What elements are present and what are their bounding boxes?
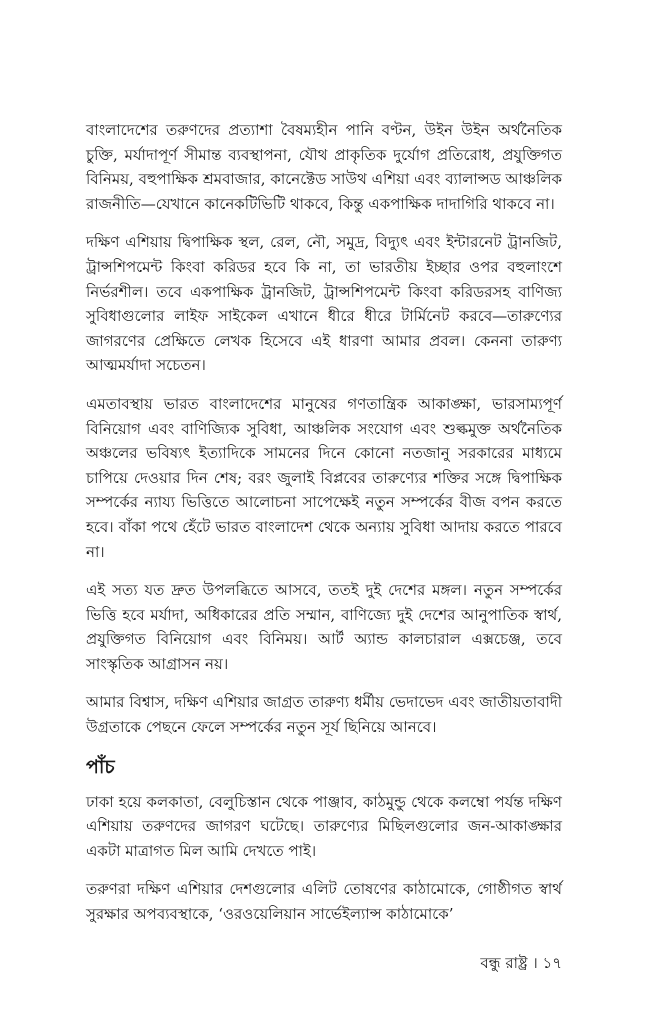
paragraph-7: তরুণরা দক্ষিণ এশিয়ার দেশগুলোর এলিট তোষণের কাঠামোকে, গোষ্ঠীগত স্বার্থ সুরক্ষার অপব্যবস্থাকে, ‘ওরওয়েলিয়ান সার্ভেইল্যান্স কাঠামোকে’	[86, 880, 562, 924]
footer-book-title: বন্ধু রাষ্ট্র	[480, 954, 528, 972]
page-footer	[480, 952, 562, 974]
paragraph-6: ঢাকা হয়ে কলকাতা, বেলুচিস্তান থেকে পাঞ্জাব, কাঠমুন্ডু থেকে কলম্বো পর্যন্ত দক্ষিণ এশিয়ায় তরুণদের জাগরণ ঘটেছে। তারুণ্যের মিছিলগুলোর জন-আকাঙ্ক্ষার একটা মাত্রাগত মিল আমি দেখতে পাই।	[86, 792, 562, 860]
paragraph-1: বাংলাদেশের তরুণদের প্রত্যাশা বৈষম্যহীন পানি বণ্টন, উইন উইন অর্থনৈতিক চুক্তি, মর্যাদাপূর্ণ সীমান্ত ব্যবস্থাপনা, যৌথ প্রাকৃতিক দুর্যোগ প্রতিরোধ, প্রযুক্তিগত বিনিময়, বহুপাক্ষিক শ্রমবাজার, কানেক্টেড সাউথ এশিয়া এবং ব্যালান্সড আঞ্চলিক রাজনীতি—যেখানে কানেকটিভিটি থাকবে, কিন্তু একপাক্ষিক দাদাগিরি থাকবে না।	[86, 121, 562, 213]
paragraph-5: আমার বিশ্বাস, দক্ষিণ এশিয়ার জাগ্রত তারুণ্য ধর্মীয় ভেদাভেদ এবং জাতীয়তাবাদী উগ্রতাকে পেছনে ফেলে সম্পর্কের নতুন সূর্য ছিনিয়ে আনবে।	[86, 693, 562, 737]
page-body	[86, 118, 562, 941]
paragraph-3: এমতাবস্থায় ভারত বাংলাদেশের মানুষের গণতান্ত্রিক আকাঙ্ক্ষা, ভারসাম্যপূর্ণ বিনিয়োগ এবং বাণিজ্যিক সুবিধা, আঞ্চলিক সংযোগ এবং শুল্কমুক্ত অর্থনৈতিক অঞ্চলের ভবিষ্যৎ ইত্যাদিকে সামনের দিনে কোনো নতজানু সরকারের মাধ্যমে চাপিয়ে দেওয়ার দিন শেষ; বরং জুলাই বিপ্লবের তারুণ্যের শক্তির সঙ্গে দ্বিপাক্ষিক সম্পর্কের ন্যায্য ভিত্তিতে আলোচনা সাপেক্ষেই নতুন সম্পর্কের বীজ বপন করতে হবে। বাঁকা পথে হেঁটে ভারত বাংলাদেশ থেকে অন্যায় সুবিধা আদায় করতে পারবে না।	[86, 394, 562, 561]
paragraph-2: দক্ষিণ এশিয়ায় দ্বিপাক্ষিক স্থল, রেল, নৌ, সমুদ্র, বিদ্যুৎ এবং ইন্টারনেট ট্রানজিট, ট্রান্সশিপমেন্ট কিংবা করিডর হবে কি না, তা ভারতীয় ইচ্ছার ওপর বহুলাংশে নির্ভরশীল। তবে একপাক্ষিক ট্রানজিট, ট্রান্সশিপমেন্ট কিংবা করিডরসহ বাণিজ্য সুবিধাগুলোর লাইফ সাইকেল এখানে ধীরে ধীরে টার্মিনেট করবে—তারুণ্যের জাগরণের প্রেক্ষিতে লেখক হিসেবে এই ধারণা আমার প্রবল। কেননা তারুণ্য আত্মমর্যাদা সচেতন।	[86, 233, 562, 375]
page-number: ১৭	[542, 954, 562, 972]
paragraph-4: এই সত্য যত দ্রুত উপলব্ধিতে আসবে, ততই দুই দেশের মঙ্গল। নতুন সম্পর্কের ভিত্তি হবে মর্যাদা, অধিকারের প্রতি সম্মান, বাণিজ্যে দুই দেশের আনুপাতিক স্বার্থ, প্রযুক্তিগত বিনিয়োগ এবং বিনিময়। আর্ট অ্যান্ড কালচারাল এক্সচেঞ্জ, তবে সাংস্কৃতিক আগ্রাসন নয়।	[86, 581, 562, 673]
footer-separator: ।	[532, 954, 538, 972]
section-heading: পাঁচ	[86, 755, 115, 778]
